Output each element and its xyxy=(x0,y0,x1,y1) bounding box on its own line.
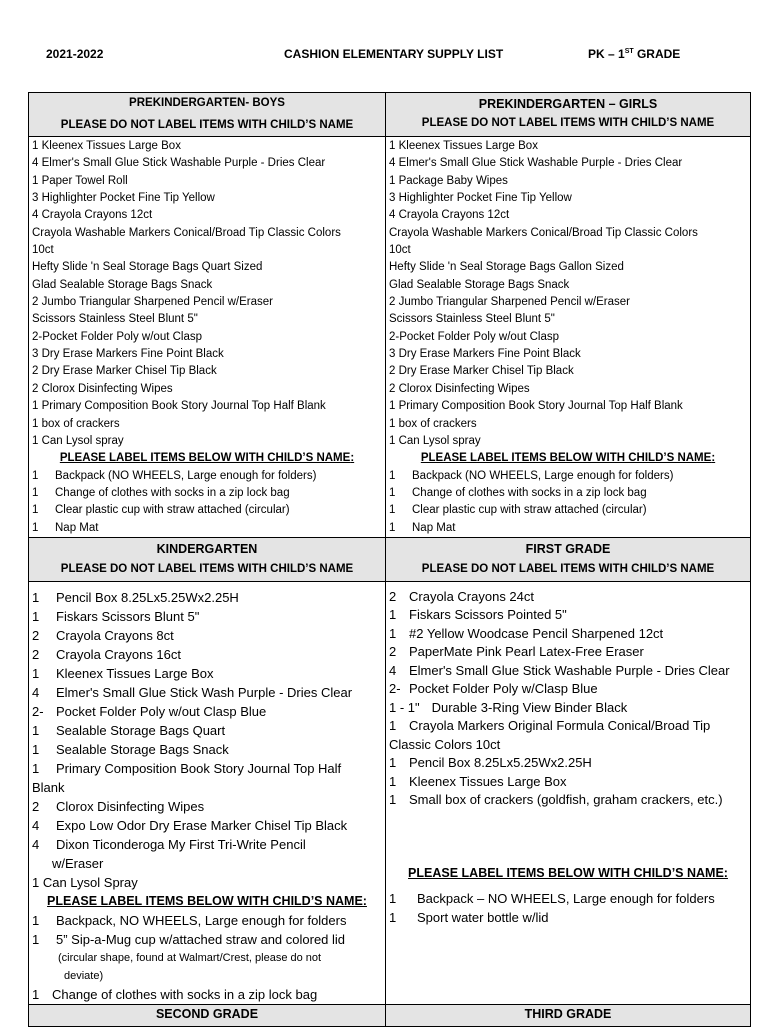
list-item: 2 Crayola Crayons 24ct xyxy=(389,588,534,604)
list-item: 1 Backpack (NO WHEELS, Large enough for folders) xyxy=(389,469,674,482)
list-item: 2-Pocket Folder Poly w/out Clasp xyxy=(32,330,203,343)
list-item: 2 Crayola Crayons 16ct xyxy=(32,646,181,662)
list-item: 1 Can Lysol Spray xyxy=(32,874,138,890)
list-item: 1 Backpack, NO WHEELS, Large enough for folders xyxy=(32,912,347,928)
list-item: 1 Sport water bottle w/lid xyxy=(389,909,549,925)
list-item: 1 Change of clothes with socks in a zip lock bag xyxy=(32,486,290,499)
list-item: 3 Dry Erase Markers Fine Point Black xyxy=(389,348,581,361)
list-item: Scissors Stainless Steel Blunt 5" xyxy=(32,313,198,326)
list-item: 1 Change of clothes with socks in a zip lock bag xyxy=(389,486,647,499)
pk-boys-label-heading: PLEASE LABEL ITEMS BELOW WITH CHILD’S NAME: xyxy=(59,452,355,465)
list-item: 1 Nap Mat xyxy=(32,521,99,534)
list-item: 1 Can Lysol spray xyxy=(389,434,481,447)
list-item: 1 Change of clothes with socks in a zip lock bag xyxy=(32,986,318,1002)
list-item: 10ct xyxy=(389,244,411,257)
list-item: 1 Can Lysol spray xyxy=(32,434,124,447)
list-item: 2- Pocket Folder Poly w/out Clasp Blue xyxy=(32,703,267,719)
list-item: 2- Pocket Folder Poly w/Clasp Blue xyxy=(389,681,598,697)
list-item: 2 Jumbo Triangular Sharpened Pencil w/Eraser xyxy=(32,296,273,309)
list-item: Crayola Washable Markers Conical/Broad Tip Classic Colors xyxy=(389,226,698,239)
pk-boys-heading: PREKINDERGARTEN- BOYS PLEASE DO NOT LABEL ITEMS WITH CHILD’S NAME xyxy=(29,93,386,137)
list-item: 2 Dry Erase Marker Chisel Tip Black xyxy=(32,365,217,378)
list-item: 1 Package Baby Wipes xyxy=(389,174,508,187)
list-item: 1 Pencil Box 8.25Lx5.25Wx2.25H xyxy=(32,589,239,605)
list-item: 1 Sealable Storage Bags Snack xyxy=(32,741,229,757)
pk-girls-heading: PREKINDERGARTEN – GIRLS PLEASE DO NOT LABEL ITEMS WITH CHILD’S NAME xyxy=(386,93,751,137)
list-item: w/Eraser xyxy=(52,855,104,871)
list-item: Hefty Slide 'n Seal Storage Bags Quart Sized xyxy=(32,261,263,274)
kinder-heading: KINDERGARTEN PLEASE DO NOT LABEL ITEMS WITH CHILD’S NAME xyxy=(29,537,386,581)
list-item: 2 PaperMate Pink Pearl Latex-Free Eraser xyxy=(389,644,644,660)
document-title: CASHION ELEMENTARY SUPPLY LIST xyxy=(284,47,504,61)
list-item: 1 - 1" Durable 3-Ring View Binder Black xyxy=(389,699,628,715)
list-item: Hefty Slide 'n Seal Storage Bags Gallon Sized xyxy=(389,261,624,274)
list-item: 1 Clear plastic cup with straw attached (circular) xyxy=(32,504,290,517)
kinder-label-heading: PLEASE LABEL ITEMS BELOW WITH CHILD’S NAME: xyxy=(47,893,367,908)
list-item: 2 Jumbo Triangular Sharpened Pencil w/Eraser xyxy=(389,296,630,309)
list-item: 1 Kleenex Tissues Large Box xyxy=(32,665,214,681)
list-item: Glad Sealable Storage Bags Snack xyxy=(32,278,213,291)
list-item: Scissors Stainless Steel Blunt 5" xyxy=(389,313,555,326)
second-grade-heading: SECOND GRADE xyxy=(29,1004,386,1026)
list-item: 2 Crayola Crayons 8ct xyxy=(32,627,174,643)
list-item: 4 Elmer's Small Glue Stick Washable Purple - Dries Clear xyxy=(32,157,326,170)
list-item: 4 Elmer's Small Glue Stick Washable Purple - Dries Clear xyxy=(389,157,683,170)
list-item: 1 box of crackers xyxy=(389,417,477,430)
list-item: 1 Backpack (NO WHEELS, Large enough for folders) xyxy=(32,469,317,482)
grade-range: PK – 1ST GRADE xyxy=(588,47,681,61)
list-item: 1 5” Sip-a-Mug cup w/attached straw and colored lid xyxy=(32,931,346,947)
list-item: 1 box of crackers xyxy=(32,417,120,430)
list-item: 1 Sealable Storage Bags Quart xyxy=(32,722,226,738)
list-item: 1 Nap Mat xyxy=(389,521,456,534)
list-item: Classic Colors 10ct xyxy=(389,736,501,752)
list-item: 4 Elmer's Small Glue Stick Washable Purple - Dries Clear xyxy=(389,662,730,678)
list-item: 1 Backpack – NO WHEELS, Large enough for folders xyxy=(389,891,715,907)
kinder-cup-note-2: deviate) xyxy=(64,969,104,982)
list-item: 1 Kleenex Tissues Large Box xyxy=(389,773,567,789)
first-list xyxy=(386,581,751,1004)
list-item: 3 Highlighter Pocket Fine Tip Yellow xyxy=(389,192,572,205)
list-item: 1 Kleenex Tissues Large Box xyxy=(389,140,538,152)
list-item: 4 Dixon Ticonderoga My First Tri-Write Pencil xyxy=(32,836,306,852)
list-item: 1 Paper Towel Roll xyxy=(32,174,128,187)
list-item: 2 Dry Erase Marker Chisel Tip Black xyxy=(389,365,574,378)
list-item: 4 Expo Low Odor Dry Erase Marker Chisel Tip Black xyxy=(32,817,348,833)
pk-girls-label-heading: PLEASE LABEL ITEMS BELOW WITH CHILD’S NAME: xyxy=(420,452,716,465)
list-item: 4 Elmer's Small Glue Stick Wash Purple - Dries Clear xyxy=(32,684,353,700)
list-item: 1 Primary Composition Book Story Journal Top Half xyxy=(32,760,342,776)
list-item: 10ct xyxy=(32,244,54,257)
list-item: 2 Clorox Disinfecting Wipes xyxy=(389,382,530,395)
list-item: 3 Highlighter Pocket Fine Tip Yellow xyxy=(32,192,215,205)
list-item: 1 Fiskars Scissors Pointed 5" xyxy=(389,607,567,623)
list-item: 4 Crayola Crayons 12ct xyxy=(32,209,153,222)
pk-girls-list xyxy=(386,137,751,538)
list-item: 1 Primary Composition Book Story Journal Top Half Blank xyxy=(389,400,683,413)
first-heading: FIRST GRADE PLEASE DO NOT LABEL ITEMS WITH CHILD’S NAME xyxy=(386,537,751,581)
pk-boys-list xyxy=(29,137,386,538)
list-item: 1 Crayola Markers Original Formula Conical/Broad Tip xyxy=(389,718,711,734)
list-item: Crayola Washable Markers Conical/Broad Tip Classic Colors xyxy=(32,226,341,239)
first-label-heading: PLEASE LABEL ITEMS BELOW WITH CHILD’S NAME: xyxy=(408,865,728,880)
list-item: 1 Clear plastic cup with straw attached (circular) xyxy=(389,504,647,517)
kinder-list xyxy=(29,581,386,1004)
list-item: 1 Fiskars Scissors Blunt 5" xyxy=(32,608,200,624)
list-item: 2 Clorox Disinfecting Wipes xyxy=(32,798,205,814)
supply-list-table xyxy=(28,92,751,1027)
kinder-cup-note: (circular shape, found at Walmart/Crest, please do not xyxy=(58,951,322,964)
list-item: 1 Pencil Box 8.25Lx5.25Wx2.25H xyxy=(389,755,592,771)
list-item: 1 Kleenex Tissues Large Box xyxy=(32,140,181,152)
list-item: 1 Primary Composition Book Story Journal Top Half Blank xyxy=(32,400,326,413)
list-item: Glad Sealable Storage Bags Snack xyxy=(389,278,570,291)
list-item: 3 Dry Erase Markers Fine Point Black xyxy=(32,348,224,361)
list-item: 2 Clorox Disinfecting Wipes xyxy=(32,382,173,395)
list-item: 2-Pocket Folder Poly w/out Clasp xyxy=(389,330,560,343)
third-grade-heading: THIRD GRADE xyxy=(386,1004,751,1026)
list-item: Blank xyxy=(32,779,65,795)
list-item: 4 Crayola Crayons 12ct xyxy=(389,209,510,222)
list-item: 1 Small box of crackers (goldfish, graham crackers, etc.) xyxy=(389,792,723,808)
school-year: 2021-2022 xyxy=(46,47,104,61)
list-item: 1 #2 Yellow Woodcase Pencil Sharpened 12ct xyxy=(389,625,664,641)
